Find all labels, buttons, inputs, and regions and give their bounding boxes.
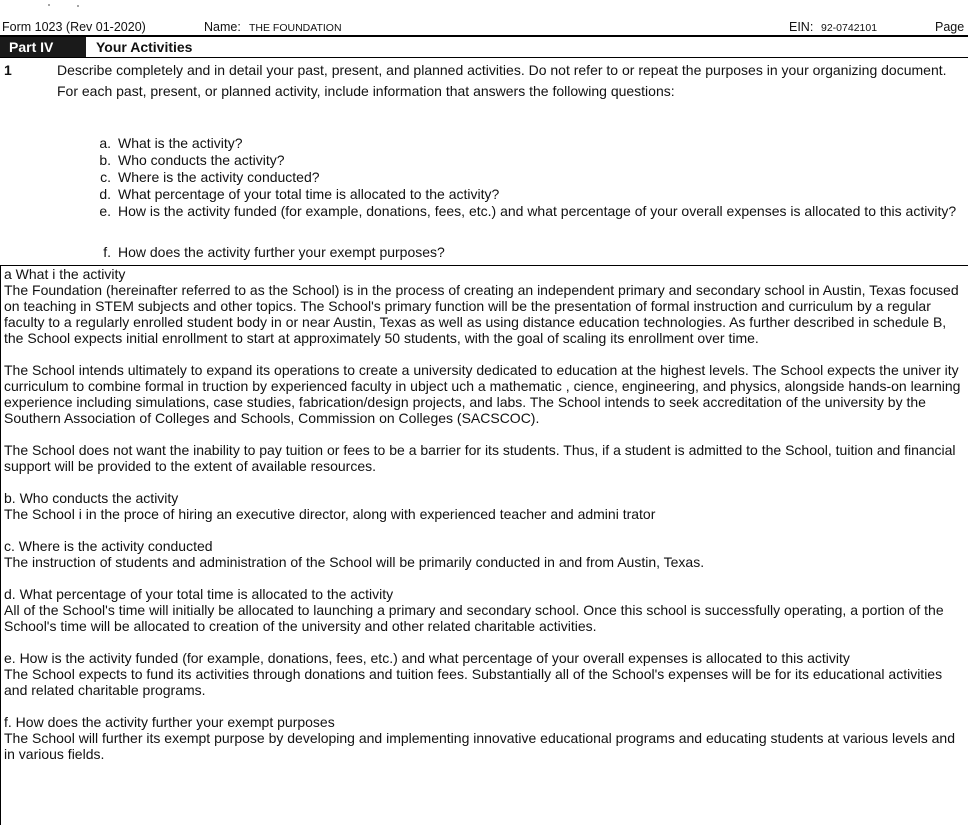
name-value: THE FOUNDATION (249, 22, 342, 34)
question-number: 1 (4, 62, 12, 78)
scan-artifacts (0, 2, 971, 10)
answer-b-text: The School i in the proce of hiring an executive director, along with experienced teacher and admini trator (4, 506, 656, 522)
item-text: What percentage of your total time is allocated to the activity? (118, 186, 500, 202)
ein-label: EIN: (789, 20, 814, 34)
answer-a-paragraph-1: The Foundation (hereinafter referred to as the School) is in the process of creating an independent primary and secondary school in Austin, Texas focused on teaching in STEM subjects and other topics. The School's primary function will be the presentation of formal instruction and curriculum by a regular faculty to a regularly enrolled student body in or near Austin, Texas as well as using distance education technologies. As further described in schedule B, the School expects initial enrollment to start at approximately 50 students, with the goal of scaling its enrollment over time. (4, 282, 959, 346)
item-text: How is the activity funded (for example, donations, fees, etc.) and what percentage of your overall expenses is allocated to this activity? (118, 203, 957, 219)
item-letter: f. (103, 244, 111, 260)
spacer (1, 426, 968, 442)
item-letter: b. (99, 152, 111, 168)
item-text: What is the activity? (118, 135, 243, 151)
answer-f-text: The School will further its exempt purpose by developing and implementing innovative educational programs and educating students at various levels and in various fields. (4, 730, 956, 762)
item-text: Where is the activity conducted? (118, 169, 320, 185)
answer-e-heading: e. How is the activity funded (for example, donations, fees, etc.) and what percentage of your overall expenses is allocated to this activity (4, 650, 850, 666)
question-text-block (57, 62, 957, 100)
answer-d-heading: d. What percentage of your total time is allocated to the activity (4, 586, 394, 602)
part-heading (0, 37, 968, 57)
answer-d-text: All of the School's time will initially be allocated to launching a primary and secondary school. Once this school is successfully operating, a portion of the School's time will be allocated to creation of the university and other related charitable activities. (4, 602, 944, 634)
spacer (1, 698, 968, 714)
spacer (1, 474, 968, 490)
item-letter: d. (99, 186, 111, 202)
ein-value: 92-0742101 (821, 22, 878, 34)
name-label: Name: (204, 20, 241, 34)
answer-e-text: The School expects to fund its activities through donations and tuition fees. Substantially all of the School's expenses will be for its educational activities and related charitable programs. (4, 666, 943, 698)
question-text: Describe completely and in detail your past, present, and planned activities. Do not refer to or repeat the purposes in your organizing document. (57, 62, 947, 78)
answer-a-paragraph-3: The School does not want the inability to pay tuition or fees to be a barrier for its students. Thus, if a student is admitted to the School, tuition and financial support will be provided to the extent of available resources. (4, 442, 956, 474)
answer-c-text: The instruction of students and administration of the School will be primarily conducted in and from Austin, Texas. (4, 554, 705, 570)
answer-c-heading: c. Where is the activity conducted (4, 538, 213, 554)
question-subtext: For each past, present, or planned activity, include information that answers the following questions: (57, 83, 675, 99)
scan-dot (77, 5, 79, 7)
item-letter: c. (100, 169, 111, 185)
form-header (2, 20, 968, 34)
item-letter: a. (99, 135, 111, 151)
scan-dot (48, 4, 50, 6)
item-letter: e. (99, 203, 111, 219)
form-number: Form 1023 (Rev 01-2020) (2, 20, 146, 34)
answer-f-heading: f. How does the activity further your exempt purposes (4, 714, 335, 730)
spacer (1, 634, 968, 650)
spacer (1, 522, 968, 538)
item-text: Who conducts the activity? (118, 152, 285, 168)
spacer (1, 570, 968, 586)
spacer (1, 346, 968, 362)
answer-b-heading: b. Who conducts the activity (4, 490, 179, 506)
part-title: Your Activities (96, 39, 193, 55)
item-text: How does the activity further your exempt purposes? (118, 244, 445, 260)
answer-a-heading: a What i the activity (4, 266, 126, 282)
part-label: Part IV (0, 37, 86, 57)
answer-box (0, 265, 968, 825)
part-rule (0, 57, 968, 58)
answer-a-paragraph-2: The School intends ultimately to expand its operations to create a university dedicated to education at the highest levels. The School expects the univer ity curriculum to combine formal in truction by experienced faculty in ubject uch a mathematic , cience, engineering, and physics, alongside hands-on learning experience including simulations, case studies, fabrication/design projects, and labs. The School intends to seek accreditation of the university by the Southern Association of Colleges and Schools, Commission on Colleges (SACSCOC). (4, 362, 961, 426)
page-label: Page (935, 20, 965, 34)
